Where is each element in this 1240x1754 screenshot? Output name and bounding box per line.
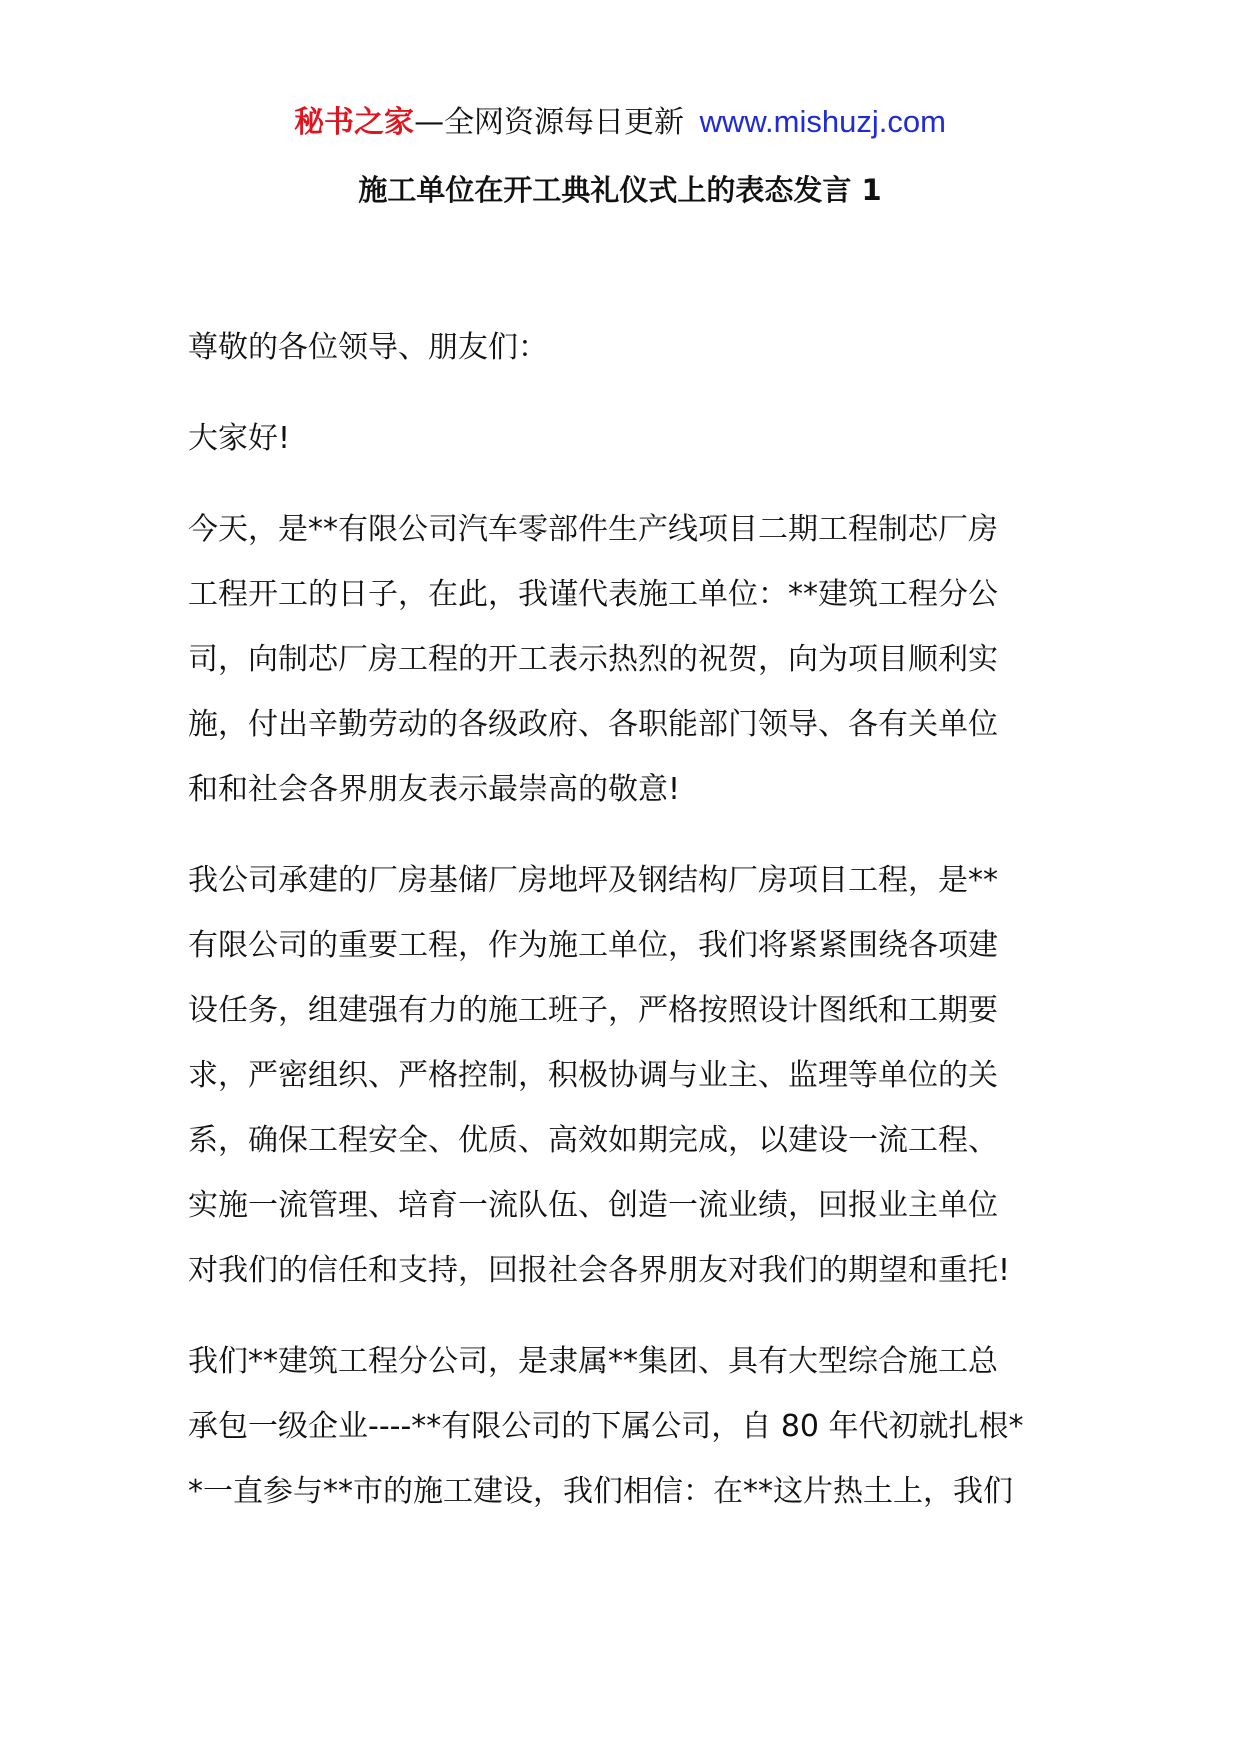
paragraph-line: 工程开工的日子，在此，我谨代表施工单位：**建筑工程分公 xyxy=(188,577,998,612)
paragraph-line: 设任务，组建强有力的施工班子，严格按照设计图纸和工期要 xyxy=(188,993,998,1028)
document-title: 施工单位在开工典礼仪式上的表态发言 1 xyxy=(358,173,882,207)
paragraph-line: 今天，是**有限公司汽车零部件生产线项目二期工程制芯厂房 xyxy=(188,512,998,547)
body-paragraph-2 xyxy=(188,859,1068,1314)
paragraph-line: 施，付出辛勤劳动的各级政府、各职能部门领导、各有关单位 xyxy=(188,707,998,742)
paragraph-line: 我公司承建的厂房基储厂房地坪及钢结构厂房项目工程，是** xyxy=(188,863,998,898)
site-tagline: —全网资源每日更新 xyxy=(414,105,685,140)
site-url-link[interactable]: www.mishuzj.com xyxy=(699,104,946,139)
paragraph-line: *一直参与**市的施工建设，我们相信：在**这片热土上，我们 xyxy=(188,1474,1013,1509)
greeting-paragraph xyxy=(188,326,1068,391)
brand-name: 秘书之家 xyxy=(294,105,415,140)
paragraph-line: 系，确保工程安全、优质、高效如期完成，以建设一流工程、 xyxy=(188,1123,998,1158)
paragraph-line: 有限公司的重要工程，作为施工单位，我们将紧紧围绕各项建 xyxy=(188,928,998,963)
paragraph-line: 实施一流管理、培育一流队伍、创造一流业绩，回报业主单位 xyxy=(188,1188,998,1223)
paragraph-line: 对我们的信任和支持，回报社会各界朋友对我们的期望和重托! xyxy=(188,1253,1011,1288)
body-paragraph-3 xyxy=(188,1340,1068,1535)
paragraph-line: 和和社会各界朋友表示最崇高的敬意! xyxy=(188,772,681,807)
salutation-paragraph xyxy=(188,417,1068,482)
paragraph-line: 司，向制芯厂房工程的开工表示热烈的祝贺，向为项目顺利实 xyxy=(188,642,998,677)
salutation-line: 大家好! xyxy=(188,421,291,456)
body-paragraph-1 xyxy=(188,508,1068,833)
paragraph-line: 求，严密组织、严格控制，积极协调与业主、监理等单位的关 xyxy=(188,1058,998,1093)
paragraph-line: 我们**建筑工程分公司，是隶属**集团、具有大型综合施工总 xyxy=(188,1344,998,1379)
paragraph-line: 承包一级企业----**有限公司的下属公司，自 80 年代初就扎根* xyxy=(188,1409,1024,1444)
site-header xyxy=(0,100,1240,145)
document-body xyxy=(188,326,1068,1535)
greeting-line: 尊敬的各位领导、朋友们： xyxy=(188,330,548,365)
